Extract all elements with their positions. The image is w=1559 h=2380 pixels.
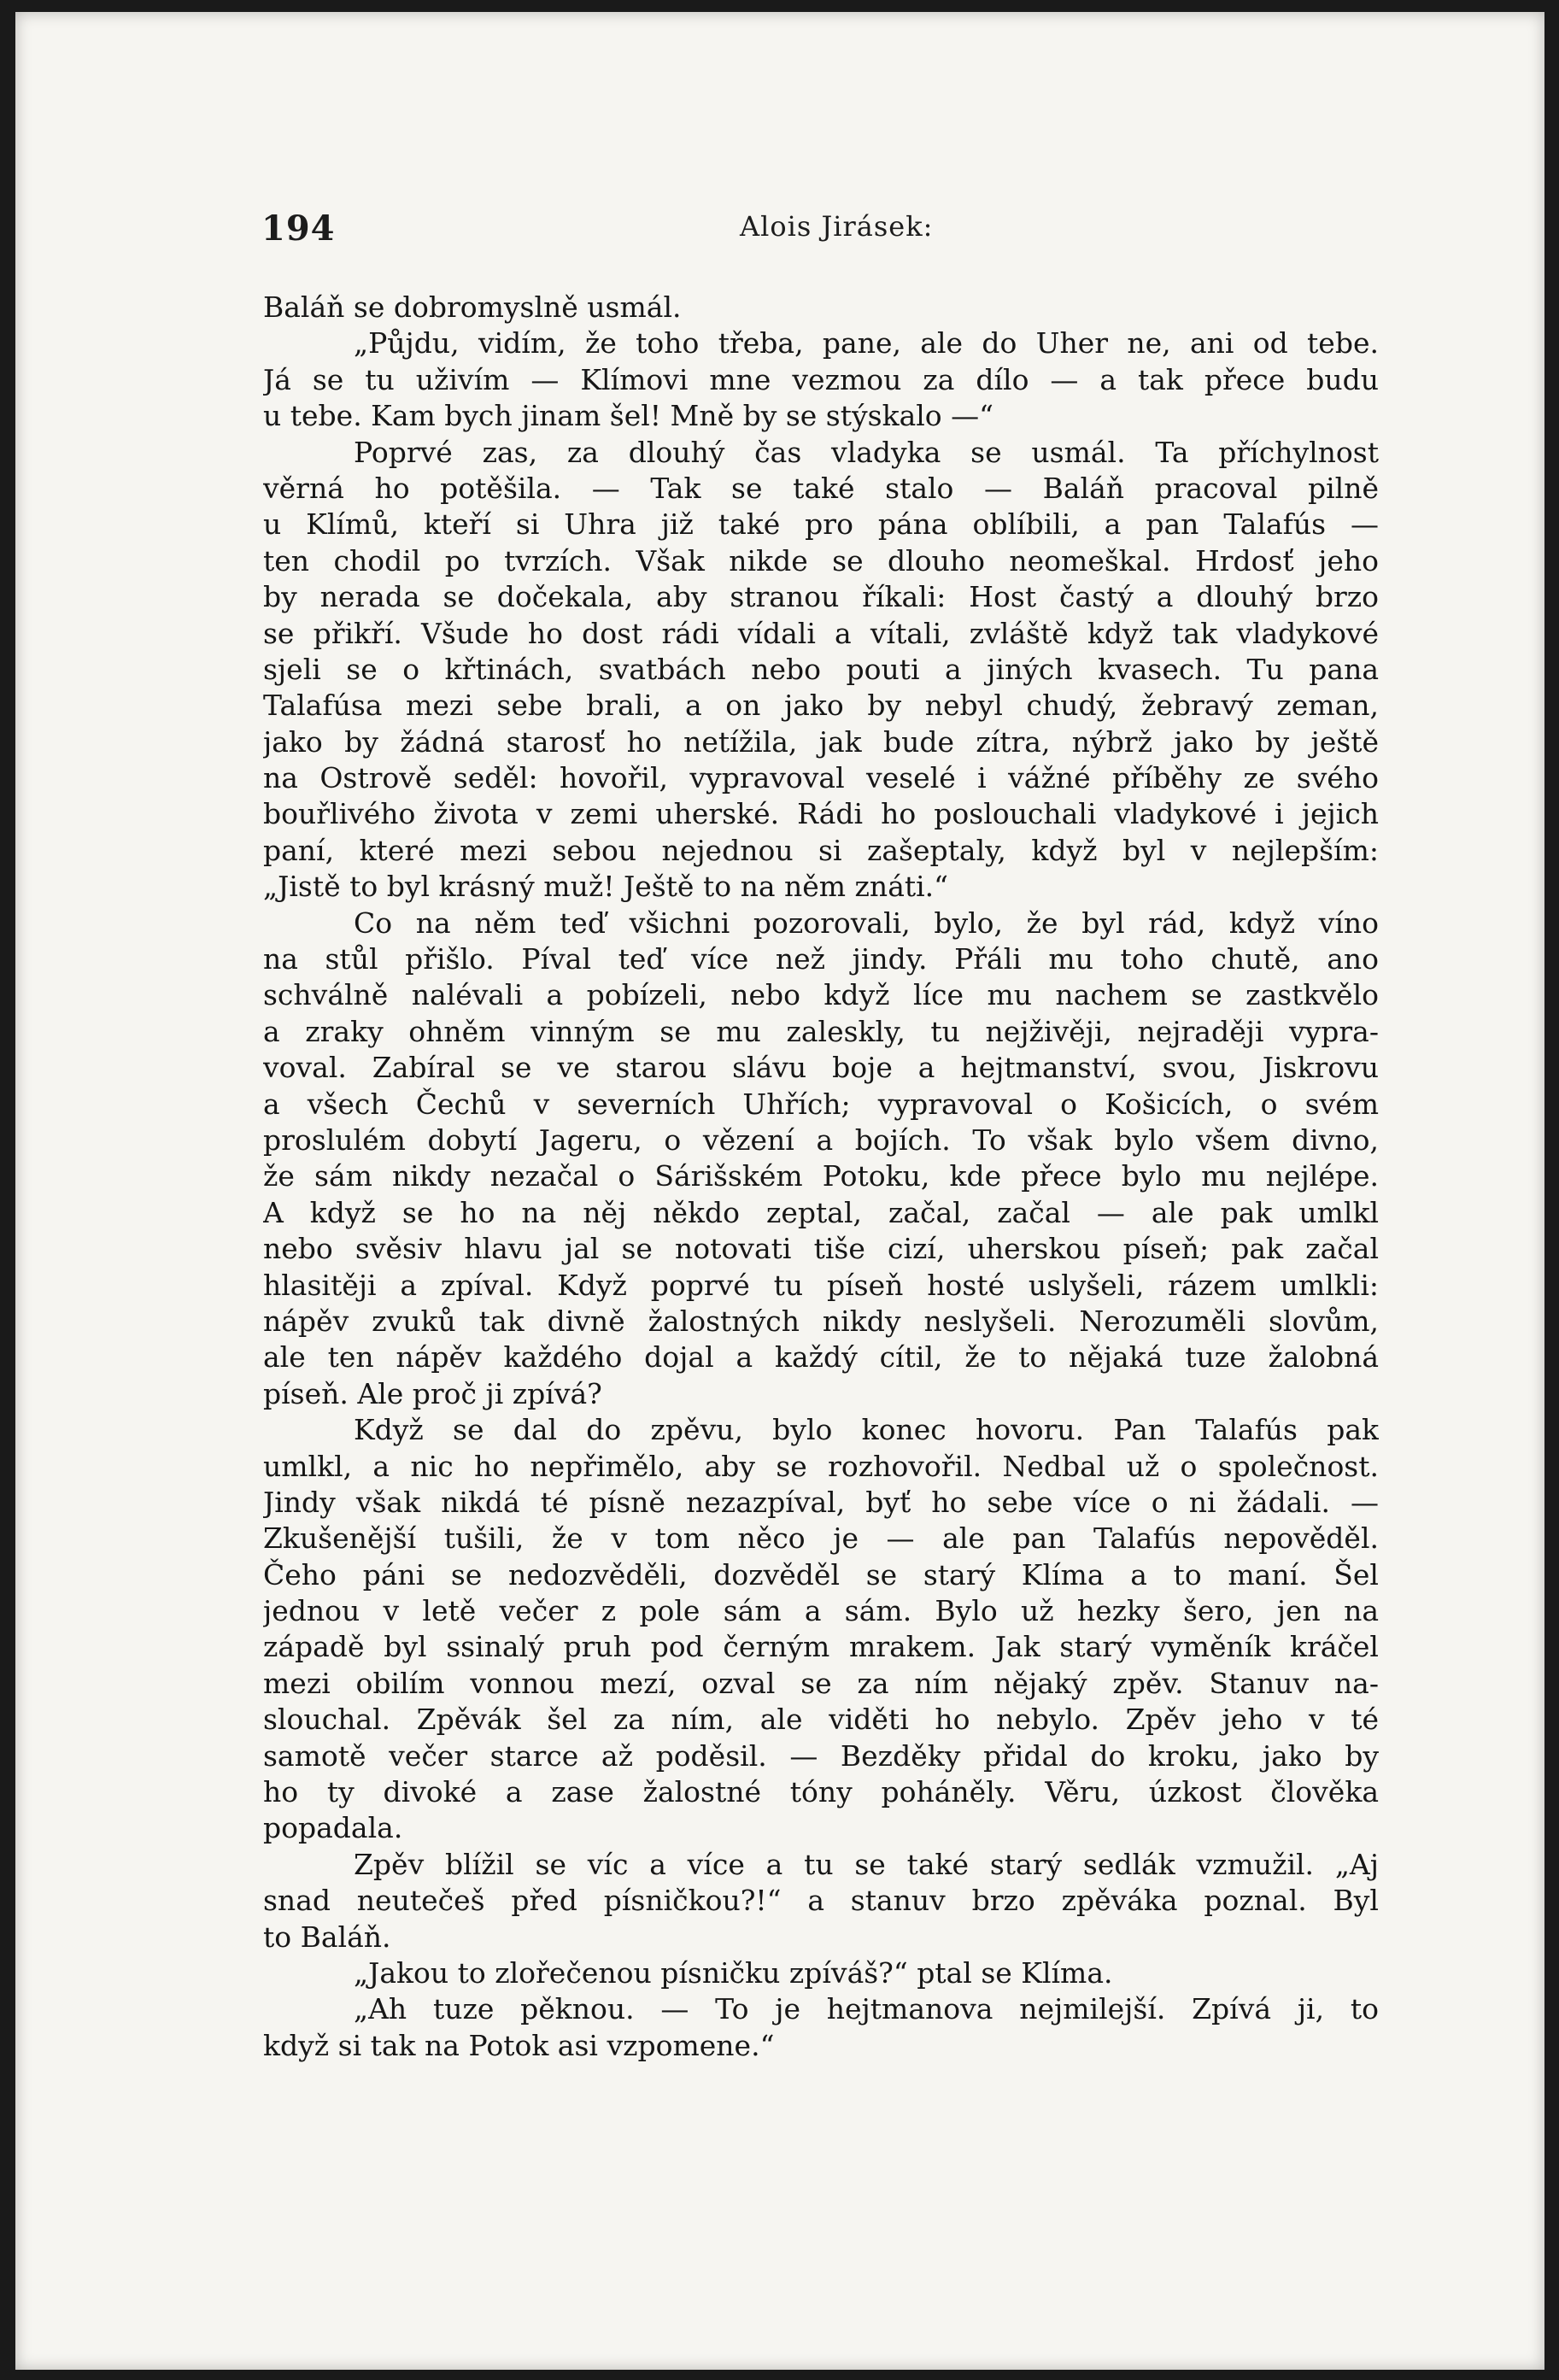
text-line: Já se tu uživím — Klímovi mne vezmou za dílo — a tak přece budu bbox=[263, 362, 1379, 396]
paragraph bbox=[263, 906, 1379, 1412]
paragraph bbox=[263, 1847, 1379, 1955]
text-line: „Jistě to byl krásný muž! Ještě to na něm znáti.“ bbox=[263, 870, 949, 904]
text-line: Zpěv blížil se víc a více a tu se také starý sedlák vzmužil. „Aj bbox=[354, 1847, 1379, 1881]
text-line: ten chodil po tvrzích. Však nikde se dlouho neomeškal. Hrdosť jeho bbox=[263, 543, 1379, 577]
text-line: Co na něm teď všichni pozorovali, bylo, že byl rád, když víno bbox=[354, 906, 1379, 940]
text-line: když si tak na Potok asi vzpomene.“ bbox=[263, 2028, 775, 2062]
text-line: mezi obilím vonnou mezí, ozval se za ním nějaký zpěv. Stanuv na- bbox=[263, 1666, 1379, 1700]
paragraph bbox=[263, 1991, 1379, 2064]
text-line: ale ten nápěv každého dojal a každý cítil, že to nějaká tuze žalobná bbox=[263, 1340, 1379, 1375]
text-line: Zkušenější tušili, že v tom něco je — ale pan Talafús nepověděl. bbox=[263, 1521, 1379, 1556]
text-line: Poprvé zas, za dlouhý čas vladyka se usmál. Ta příchylnost bbox=[354, 435, 1379, 469]
text-line: na stůl přišlo. Píval teď více než jindy. Přáli mu toho chutě, ano bbox=[263, 942, 1379, 976]
text-line: Talafúsa mezi sebe brali, a on jako by nebyl chudý, žebravý zeman, bbox=[263, 689, 1379, 723]
text-line: popadala. bbox=[263, 1811, 403, 1845]
text-line: sjeli se o křtinách, svatbách nebo pouti a jiných kvasech. Tu pana bbox=[263, 652, 1379, 686]
paragraph bbox=[263, 290, 1379, 325]
text-line: schválně nalévali a pobízeli, nebo když líce mu nachem se zastkvělo bbox=[263, 978, 1379, 1012]
book-page bbox=[15, 12, 1544, 2370]
text-line: hlasitěji a zpíval. Když poprvé tu píseň hosté uslyšeli, rázem umlkli: bbox=[263, 1268, 1379, 1302]
paragraph bbox=[263, 1955, 1379, 1991]
paragraph bbox=[263, 435, 1379, 906]
text-line: se přikří. Všude ho dost rádi vídali a vítali, zvláště když tak vladykové bbox=[263, 616, 1379, 650]
text-line: jako by žádná starosť ho netížila, jak bude zítra, nýbrž jako by ještě bbox=[263, 724, 1379, 759]
text-line: Baláň se dobromyslně usmál. bbox=[263, 290, 682, 324]
text-line: a všech Čechů v severních Uhřích; vypravoval o Košicích, o svém bbox=[263, 1087, 1379, 1121]
text-line: bouřlivého života v zemi uherské. Rádi ho poslouchali vladykové i jejich bbox=[263, 797, 1379, 831]
text-line: slouchal. Zpěvák šel za ním, ale viděti ho nebylo. Zpěv jeho v té bbox=[263, 1703, 1379, 1737]
text-line: by nerada se dočekala, aby stranou říkali: Host častý a dlouhý brzo bbox=[263, 580, 1379, 614]
text-line: u Klímů, kteří si Uhra již také pro pána oblíbili, a pan Talafús — bbox=[263, 507, 1379, 542]
running-head: Alois Jirásek: bbox=[740, 210, 934, 243]
text-line: věrná ho potěšila. — Tak se také stalo — Baláň pracoval pilně bbox=[263, 471, 1379, 505]
text-line: Když se dal do zpěvu, bylo konec hovoru. Pan Talafús pak bbox=[354, 1413, 1379, 1447]
page-number: 194 bbox=[261, 208, 336, 249]
text-line: píseň. Ale proč ji zpívá? bbox=[263, 1376, 602, 1410]
body-text bbox=[263, 290, 1379, 2064]
text-line: proslulém dobytí Jageru, o vězení a bojích. To však bylo všem divno, bbox=[263, 1123, 1379, 1157]
text-line: snad neutečeš před písničkou?!“ a stanuv brzo zpěváka poznal. Byl bbox=[263, 1884, 1379, 1918]
text-line: to Baláň. bbox=[263, 1920, 391, 1954]
text-line: samotě večer starce až poděsil. — Bezděky přidal do kroku, jako by bbox=[263, 1738, 1379, 1773]
text-line: „Ah tuze pěknou. — To je hejtmanova nejmilejší. Zpívá ji, to bbox=[354, 1992, 1379, 2026]
text-line: „Jakou to zlořečenou písničku zpíváš?“ ptal se Klíma. bbox=[354, 1955, 1113, 1990]
page-header bbox=[261, 208, 1372, 260]
text-line: paní, které mezi sebou nejednou si zašeptaly, když byl v nejlepším: bbox=[263, 833, 1379, 867]
text-line: na Ostrově seděl: hovořil, vypravoval veselé i vážné příběhy ze svého bbox=[263, 761, 1379, 795]
text-line: západě byl ssinalý pruh pod černým mrakem. Jak starý vyměník kráčel bbox=[263, 1630, 1379, 1664]
text-line: Čeho páni se nedozvěděli, dozvěděl se starý Klíma a to maní. Šel bbox=[263, 1557, 1379, 1592]
text-line: nápěv zvuků tak divně žalostných nikdy neslyšeli. Nerozuměli slovům, bbox=[263, 1304, 1379, 1338]
text-line: nebo svěsiv hlavu jal se notovati tiše cizí, uherskou píseň; pak začal bbox=[263, 1232, 1379, 1266]
text-line: u tebe. Kam bych jinam šel! Mně by se stýskalo —“ bbox=[263, 399, 994, 433]
text-line: A když se ho na něj někdo zeptal, začal, začal — ale pak umlkl bbox=[263, 1195, 1379, 1229]
text-line: „Půjdu, vidím, že toho třeba, pane, ale do Uher ne, ani od tebe. bbox=[354, 326, 1379, 361]
text-line: ho ty divoké a zase žalostné tóny poháněly. Věru, úzkost člověka bbox=[263, 1775, 1379, 1809]
text-line: Jindy však nikdá té písně nezazpíval, byť ho sebe více o ni žádali. — bbox=[263, 1485, 1379, 1519]
text-line: a zraky ohněm vinným se mu zaleskly, tu nejživěji, nejraději vypra- bbox=[263, 1014, 1379, 1048]
paragraph bbox=[263, 1412, 1379, 1847]
paragraph bbox=[263, 325, 1379, 434]
text-line: umlkl, a nic ho nepřimělo, aby se rozhovořil. Nedbal už o společnost. bbox=[263, 1449, 1379, 1483]
text-line: jednou v letě večer z pole sám a sám. Bylo už hezky šero, jen na bbox=[263, 1594, 1379, 1628]
text-line: voval. Zabíral se ve starou slávu boje a hejtmanství, svou, Jiskrovu bbox=[263, 1051, 1379, 1085]
text-line: že sám nikdy nezačal o Sárišském Potoku, kde přece bylo mu nejlépe. bbox=[263, 1159, 1379, 1193]
